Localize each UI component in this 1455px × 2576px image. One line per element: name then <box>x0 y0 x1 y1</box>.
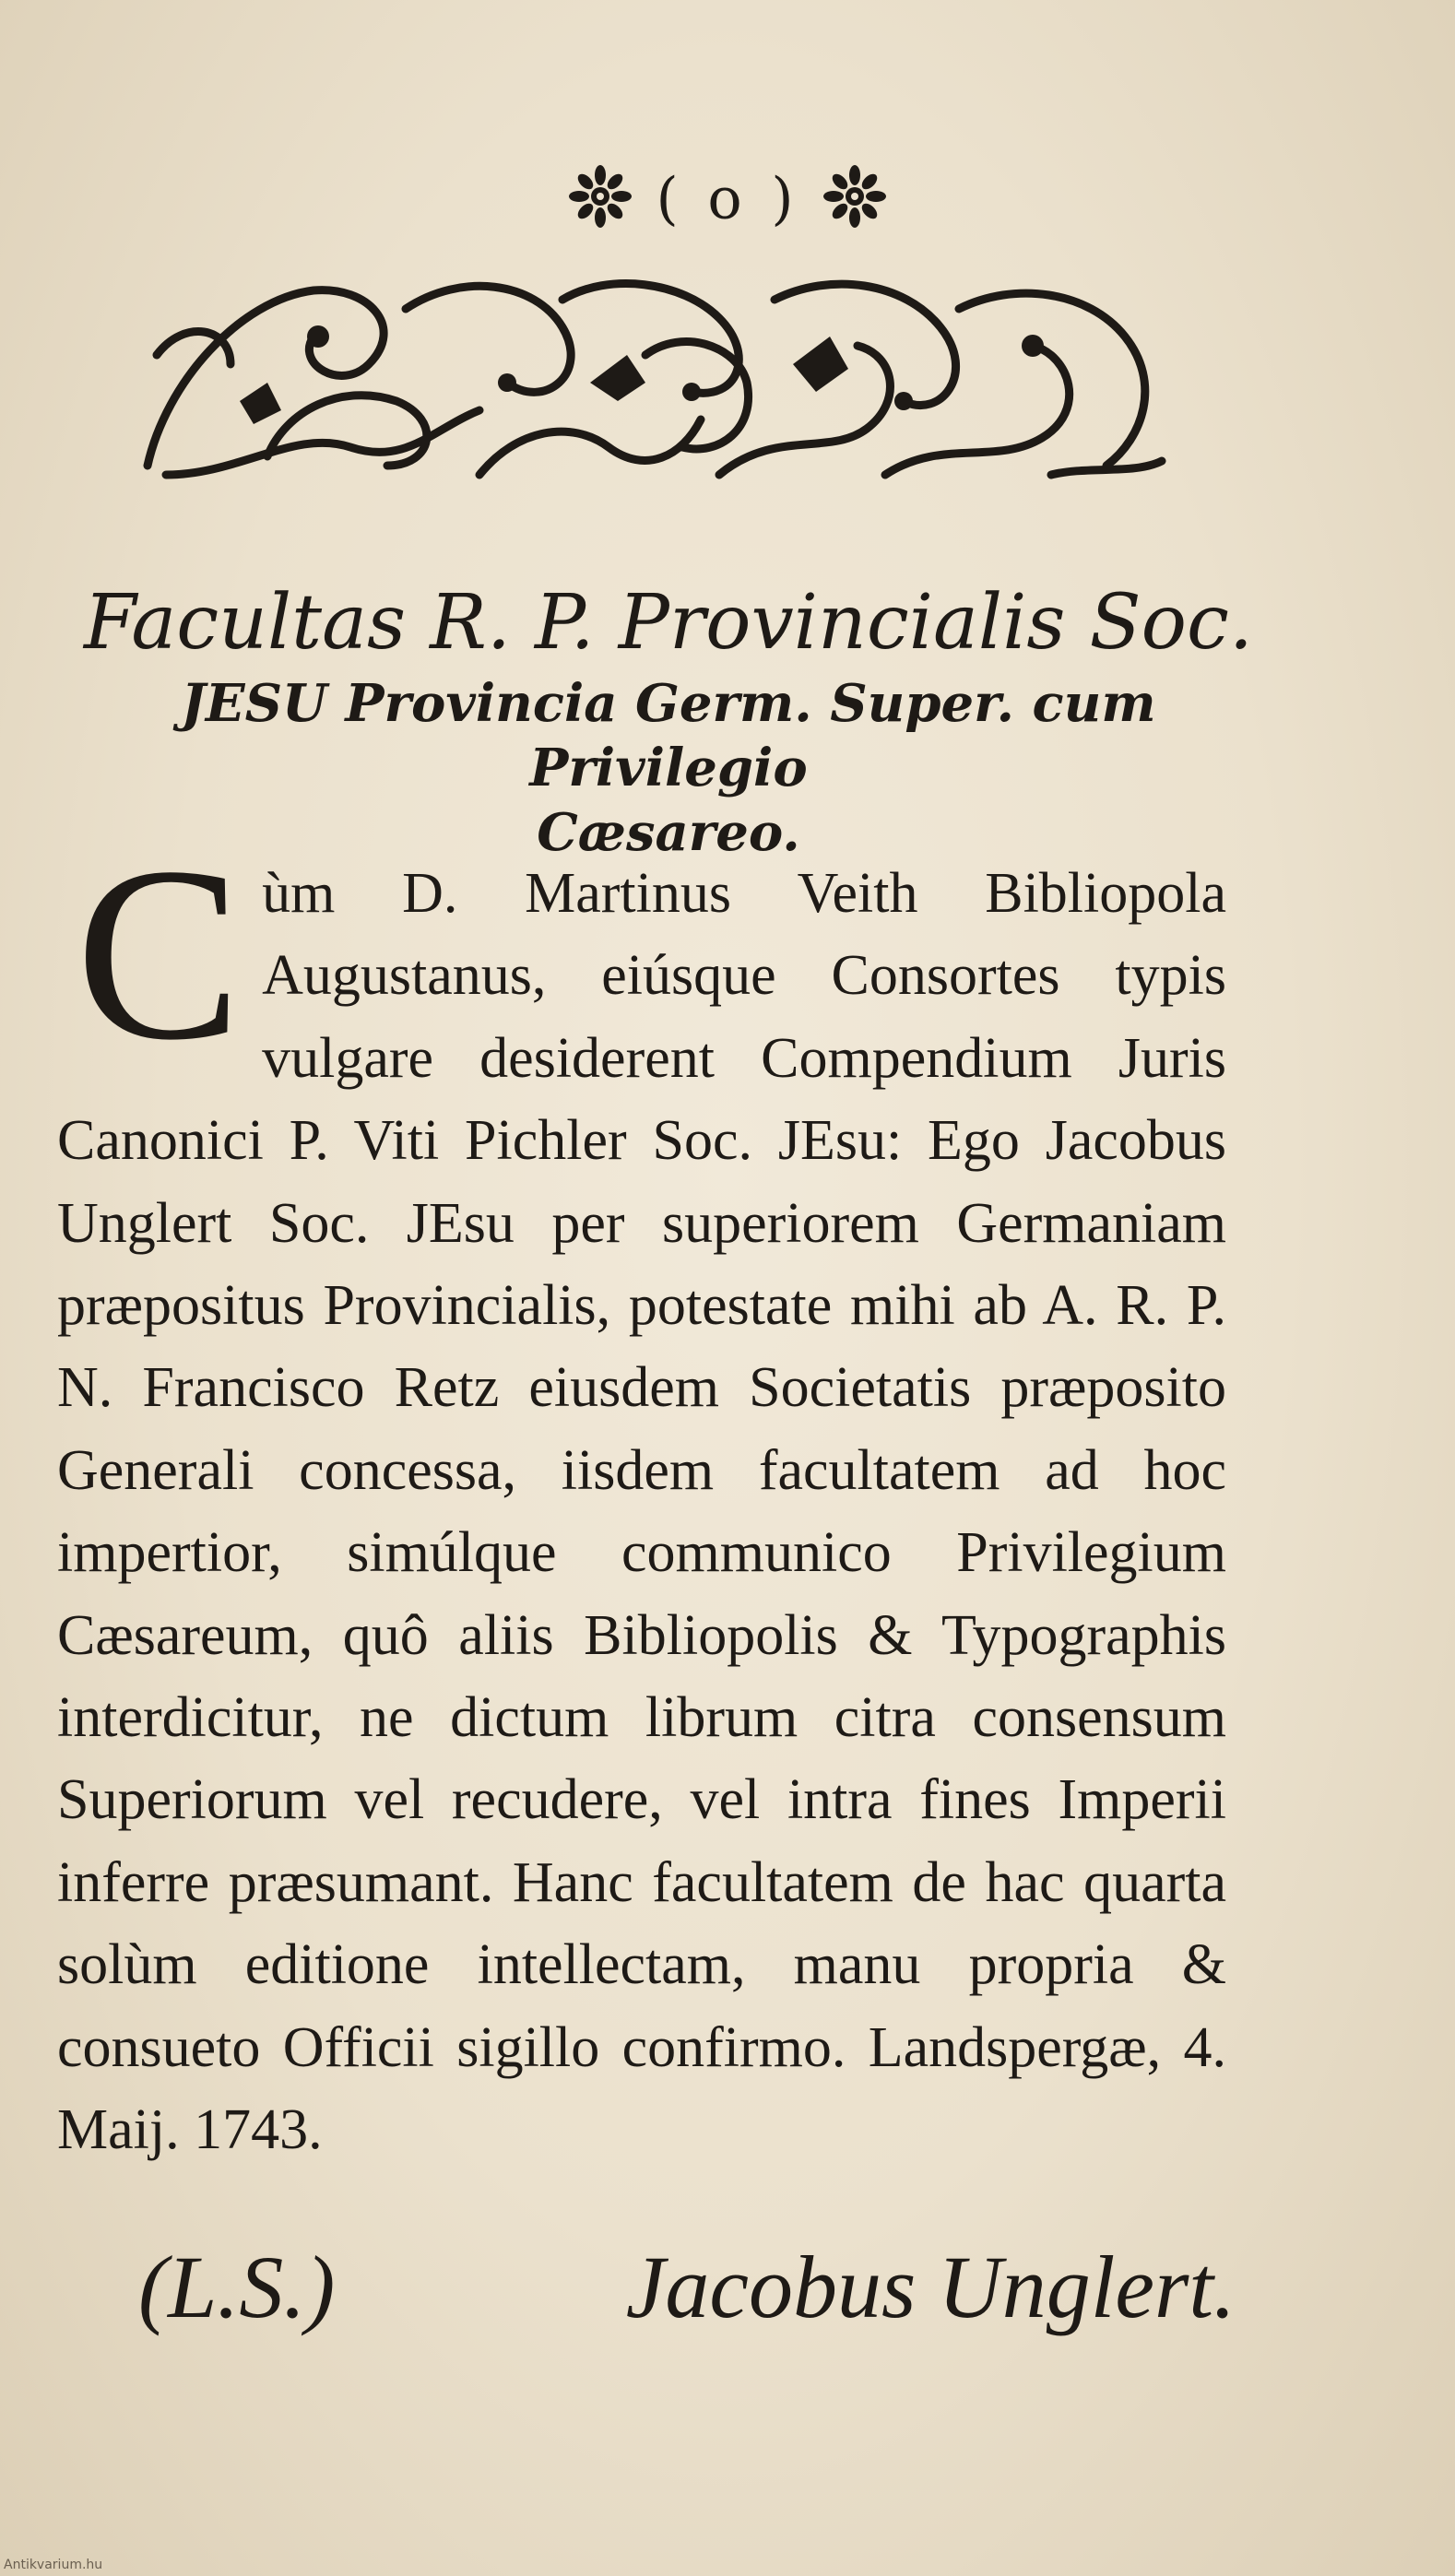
watermark: Antikvarium.hu <box>4 2558 103 2572</box>
title-line-3: Cæsareo. <box>537 801 800 863</box>
title-line-2: JESU Provincia Germ. Super. cum Privilegio <box>181 672 1156 798</box>
title-line-1: Facultas R. P. Provincialis Soc. <box>84 579 1253 667</box>
page-number-header <box>0 164 1455 242</box>
signer-name: Jacobus Unglert. <box>625 2238 1236 2336</box>
body-paragraph: ùm D. Martinus Veith Bibliopola Augustanus, eiúsque Consortes typis vulgare desiderent Compendium Juris Canonici P. Viti Pichler Soc. JEsu: Ego Jacobus Unglert Soc. JEsu per superiorem Germaniam præpositus Provincialis, potestate mihi ab A. R. P. N. Francisco Retz eiusdem Societatis præposito Generali concessa, iisdem facultatem ad hoc impertior, simúlque communico Privilegium Cæsareum, quô aliis Bibliopolis & Typographis interdicitur, ne dictum librum citra consensum Superiorum vel recudere, vel intra fines Imperii inferre præsumant. Hanc facultatem de hac quarta solùm editione intellectam, manu propria & consueto Officii sigillo confirmo. Landspergæ, 4. Maij. 1743. <box>57 862 1226 2162</box>
decorative-headpiece-ornament-icon <box>129 244 1180 507</box>
license-title <box>83 576 1254 865</box>
rosette-ornament-right-icon <box>822 164 887 242</box>
page-number: ( o ) <box>656 164 799 232</box>
drop-cap: C <box>76 816 243 1092</box>
rosette-ornament-left-icon <box>568 164 633 242</box>
seal-mark: (L.S.) <box>138 2238 336 2336</box>
